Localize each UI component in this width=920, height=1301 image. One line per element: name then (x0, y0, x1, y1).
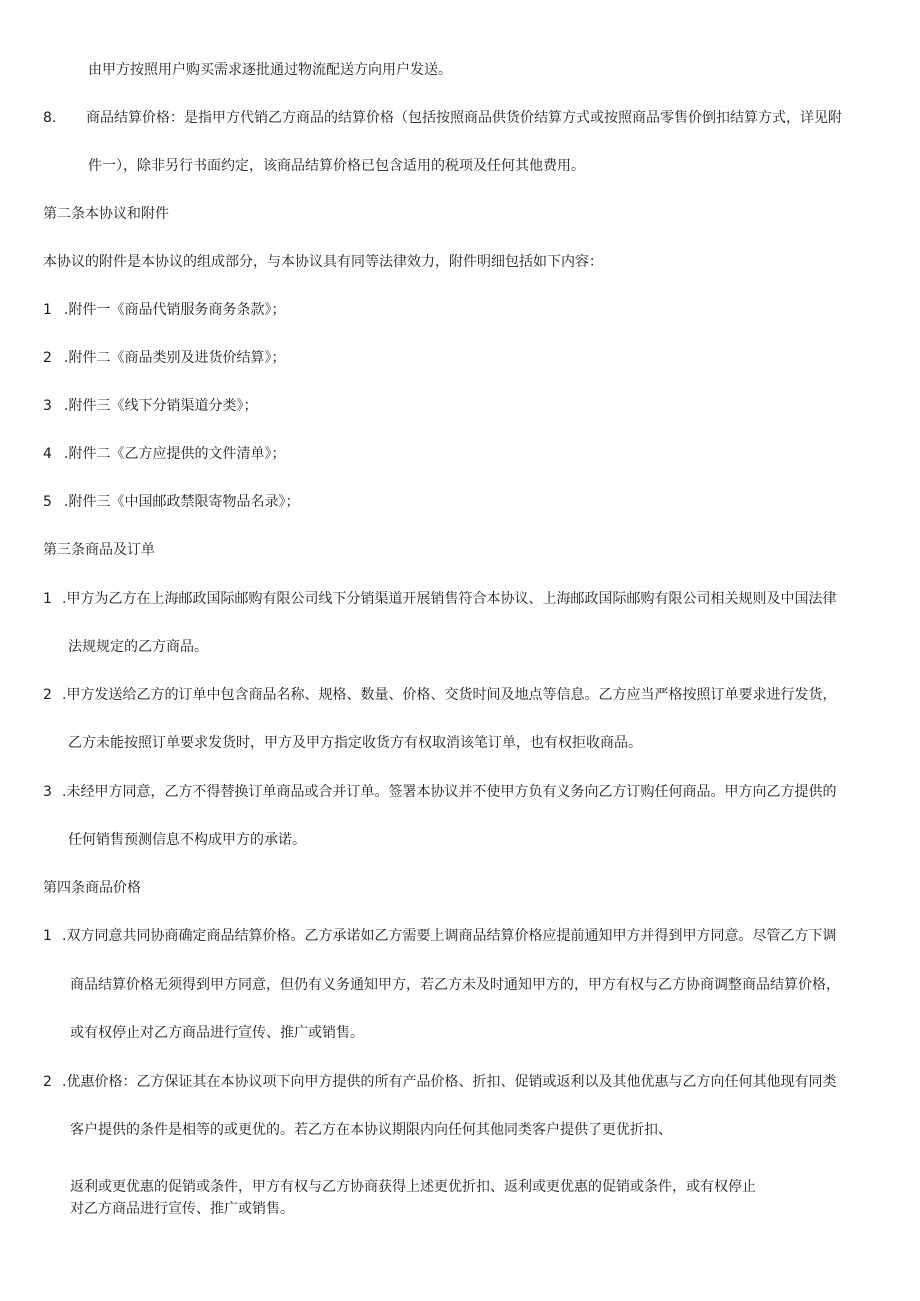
list-item: .附件三《中国邮政禁限寄物品名录》； (64, 494, 300, 510)
paragraph-line: 乙方未能按照订单要求发货时，甲方及甲方指定收货方有权取消该笔订单，也有权拒收商品。 (68, 735, 642, 751)
list-number: 1 (43, 591, 52, 607)
list-number: 5 (43, 494, 52, 510)
paragraph-line: 商品结算价格：是指甲方代销乙方商品的结算价格（包括按照商品供货价结算方式或按照商品零售价倒扣结算方式，详见附 (86, 110, 842, 126)
section-heading: 第二条本协议和附件 (43, 206, 169, 222)
paragraph-line: 或有权停止对乙方商品进行宣传、推广或销售。 (70, 1025, 364, 1041)
paragraph-line: 法规规定的乙方商品。 (68, 639, 208, 655)
list-item: .附件二《商品类别及进货价结算》； (64, 350, 286, 366)
list-item: .未经甲方同意，乙方不得替换订单商品或合并订单。签署本协议并不使甲方负有义务向乙方订购任何商品。甲方向乙方提供的 (62, 784, 837, 800)
list-number: 3 (43, 398, 52, 414)
list-number: 4 (43, 446, 52, 462)
paragraph-line: 本协议的附件是本协议的组成部分，与本协议具有同等法律效力，附件明细包括如下内容： (43, 254, 603, 270)
list-number: 8. (43, 110, 57, 126)
list-item: .甲方发送给乙方的订单中包含商品名称、规格、数量、价格、交货时间及地点等信息。乙方应当严格按照订单要求进行发货， (62, 687, 837, 703)
paragraph-line: 任何销售预测信息不构成甲方的承诺。 (68, 832, 306, 848)
list-number: 3 (43, 784, 52, 800)
section-heading: 第三条商品及订单 (43, 542, 155, 558)
paragraph-line: 由甲方按照用户购买需求逐批通过物流配送方向用户发送。 (88, 62, 452, 78)
list-item: .优惠价格：乙方保证其在本协议项下向甲方提供的所有产品价格、折扣、促销或返利以及其他优惠与乙方向任何其他现有同类 (62, 1074, 837, 1090)
paragraph-line: 商品结算价格无须得到甲方同意，但仍有义务通知甲方，若乙方未及时通知甲方的，甲方有权与乙方协商调整商品结算价格， (70, 977, 840, 993)
list-item: .附件三《线下分销渠道分类》； (64, 398, 258, 414)
list-number: 2 (43, 350, 52, 366)
list-item: .附件二《乙方应提供的文件清单》； (64, 446, 286, 462)
list-number: 1 (43, 928, 52, 944)
list-item: .甲方为乙方在上海邮政国际邮购有限公司线下分销渠道开展销售符合本协议、上海邮政国际邮购有限公司相关规则及中国法律 (62, 591, 837, 607)
paragraph-line: 返利或更优惠的促销或条件，甲方有权与乙方协商获得上述更优折扣、返利或更优惠的促销或条件，或有权停止 (70, 1179, 756, 1195)
list-number: 2 (43, 1074, 52, 1090)
section-heading: 第四条商品价格 (43, 880, 141, 896)
paragraph-line: 对乙方商品进行宣传、推广或销售。 (70, 1201, 294, 1217)
paragraph-line: 客户提供的条件是相等的或更优的。若乙方在本协议期限内向任何其他同类客户提供了更优折扣、 (70, 1122, 672, 1138)
list-number: 1 (43, 302, 52, 318)
paragraph-line: 件一），除非另行书面约定，该商品结算价格已包含适用的税项及任何其他费用。 (88, 158, 585, 174)
list-item: .附件一《商品代销服务商务条款》； (64, 302, 286, 318)
list-item: .双方同意共同协商确定商品结算价格。乙方承诺如乙方需要上调商品结算价格应提前通知甲方并得到甲方同意。尽管乙方下调 (62, 928, 837, 944)
list-number: 2 (43, 687, 52, 703)
